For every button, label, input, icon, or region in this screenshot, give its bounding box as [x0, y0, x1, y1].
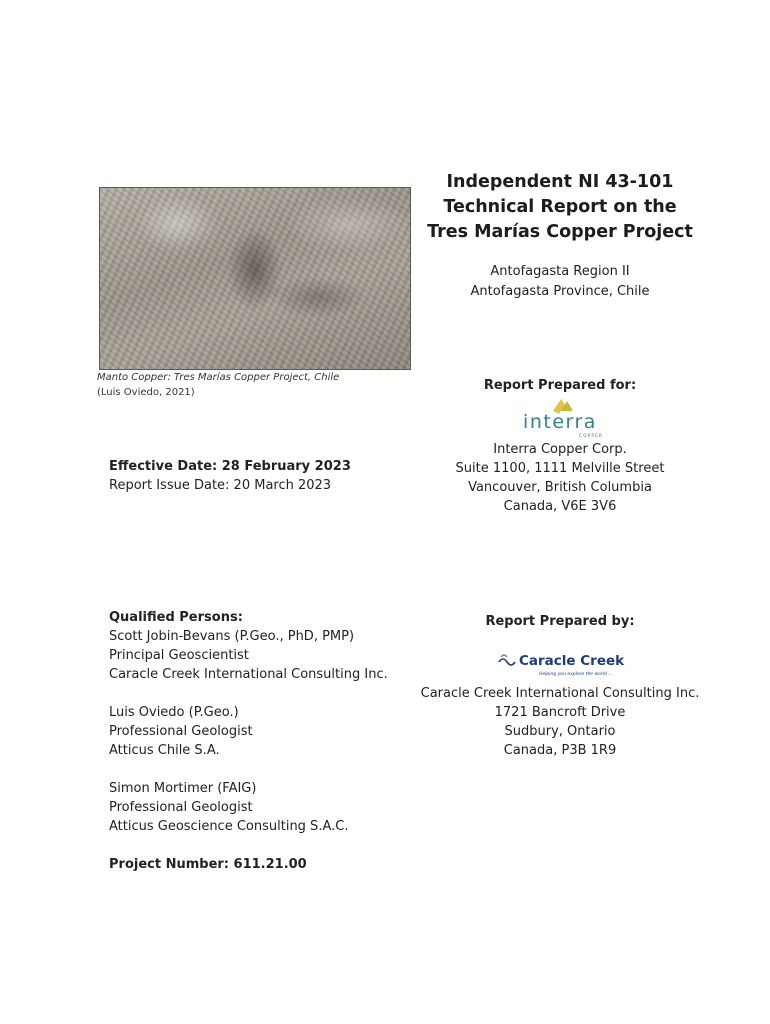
- prepared-by-line-3: Sudbury, Ontario: [504, 724, 616, 739]
- qp-3-role: Professional Geologist: [109, 800, 253, 815]
- prepared-for-line-3: Vancouver, British Columbia: [468, 480, 652, 495]
- issue-date: Report Issue Date: 20 March 2023: [109, 478, 332, 493]
- qp-1-org: Caracle Creek International Consulting Inc.: [109, 667, 388, 682]
- prepared-by-line-4: Canada, P3B 1R9: [503, 743, 617, 758]
- report-title-line-2: Technical Report on the: [443, 197, 677, 217]
- prepared-for-heading: Report Prepared for:: [483, 378, 637, 393]
- photo-credit: (Luis Oviedo, 2021): [97, 387, 195, 398]
- caracle-creek-logo: [497, 648, 629, 678]
- prepared-by-line-1: Caracle Creek International Consulting Inc.: [420, 686, 700, 701]
- qp-2-role: Professional Geologist: [109, 724, 253, 739]
- prepared-for-line-4: Canada, V6E 3V6: [503, 499, 617, 514]
- effective-date: Effective Date: 28 February 2023: [109, 459, 351, 474]
- prepared-by-heading: Report Prepared by:: [485, 614, 635, 629]
- interra-logo: [505, 397, 615, 439]
- caracle-creek-logo-text: Caracle Creek: [519, 653, 625, 669]
- prepared-for-line-2: Suite 1100, 1111 Melville Street: [455, 461, 665, 476]
- prepared-for-line-1: Interra Copper Corp.: [493, 442, 627, 457]
- qp-2-org: Atticus Chile S.A.: [109, 743, 220, 758]
- qp-2-name: Luis Oviedo (P.Geo.): [109, 705, 239, 720]
- qp-1-role: Principal Geoscientist: [109, 648, 249, 663]
- caracle-creek-logo-mark-icon: [497, 648, 629, 678]
- qualified-persons-heading: Qualified Persons:: [109, 610, 243, 625]
- qp-3-org: Atticus Geoscience Consulting S.A.C.: [109, 819, 349, 834]
- caracle-creek-logo-tagline: Helping you explore the world ...: [539, 672, 613, 677]
- qp-1-name: Scott Jobin-Bevans (P.Geo., PhD, PMP): [109, 629, 355, 644]
- interra-logo-subtext: COPPER: [578, 434, 604, 439]
- photo-caption: Manto Copper: Tres Marías Copper Project, Chile: [97, 372, 340, 383]
- project-number: Project Number: 611.21.00: [109, 857, 307, 872]
- location-line-2: Antofagasta Province, Chile: [470, 284, 650, 299]
- report-title-line-3: Tres Marías Copper Project: [427, 222, 693, 242]
- report-title-line-1: Independent NI 43-101: [446, 172, 674, 192]
- interra-logo-mark-icon: [505, 397, 615, 439]
- prepared-by-line-2: 1721 Bancroft Drive: [494, 705, 626, 720]
- cover-photo: [99, 187, 411, 370]
- qp-3-name: Simon Mortimer (FAIG): [109, 781, 257, 796]
- location-line-1: Antofagasta Region II: [490, 264, 630, 279]
- interra-logo-text: interra: [523, 411, 597, 433]
